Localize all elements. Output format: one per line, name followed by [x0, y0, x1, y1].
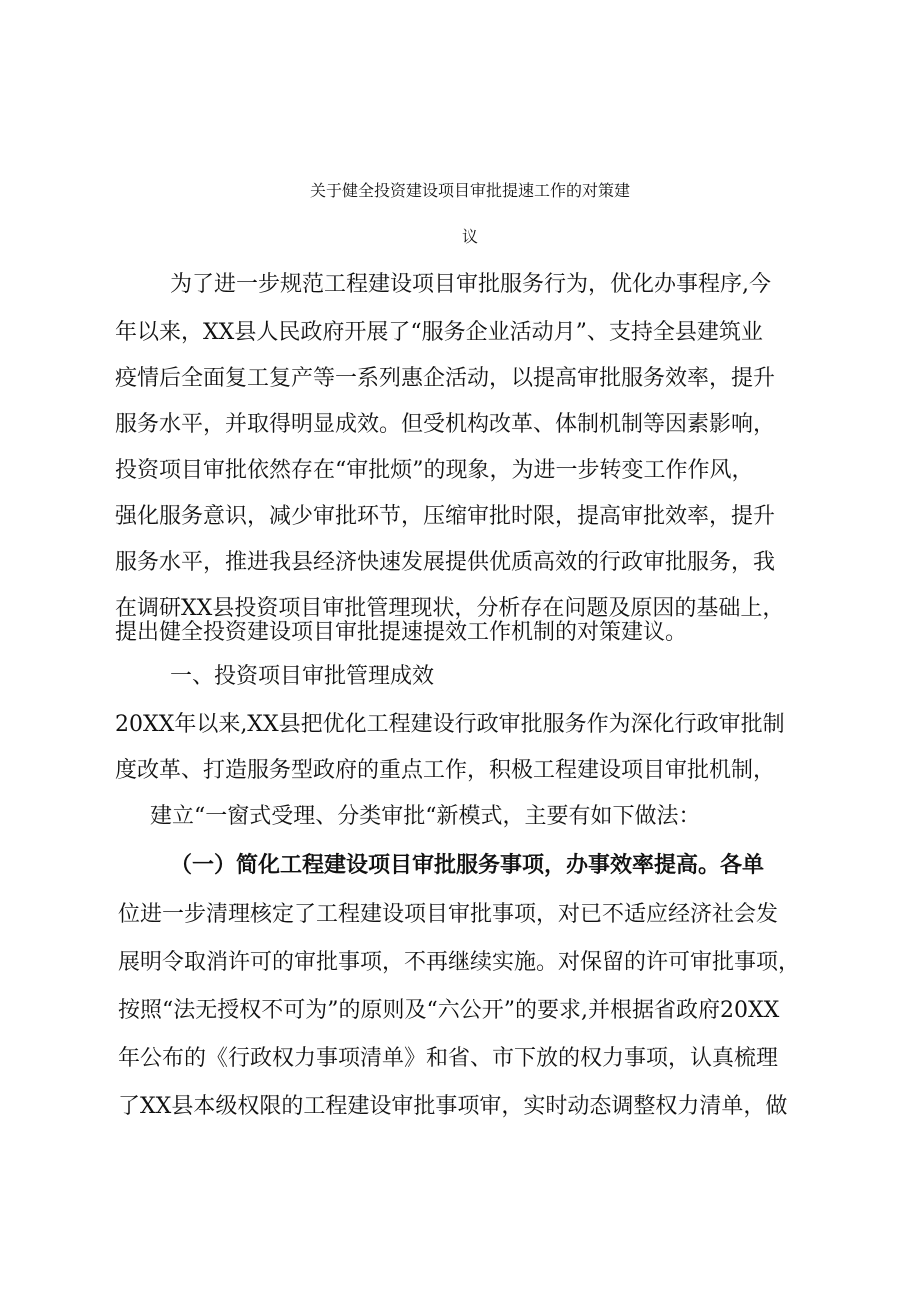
intro-line: 服务水平，推进我县经济快速发展提供优质高效的行政审批服务，我: [115, 550, 776, 575]
subsection-heading: （一）简化工程建设项目审批服务事项，办事效率提高。: [170, 852, 721, 878]
subsection-lead: 各单: [720, 852, 765, 878]
section-line: 20XX年以来,XX县把优化工程建设行政审批服务作为深化行政审批制: [115, 712, 785, 737]
intro-line: 疫情后全面复工复产等一系列惠企活动，以提高审批服务效率，提升: [115, 366, 776, 391]
intro-line: 服务水平，并取得明显成效。但受机构改革、体制机制等因素影响，: [115, 412, 776, 437]
intro-line: 强化服务意识，减少审批环节，压缩审批时限，提高审批效率，提升: [115, 504, 776, 529]
subsection-line: 按照“法无授权不可为”的原则及“六公开”的要求,并根据省政府20XX: [118, 998, 780, 1023]
subsection-line: 了XX县本级权限的工程建设审批事项审，实时动态调整权力清单，做: [118, 1094, 788, 1119]
intro-line: 提出健全投资建设项目审批提速提效工作机制的对策建议。: [115, 620, 688, 645]
subsection-line: 位进一步清理核定了工程建设项目审批事项，对已不适应经济社会发: [118, 902, 779, 927]
subsection-line: 年公布的《行政权力事项清单》和省、市下放的权力事项，认真梳理: [118, 1046, 779, 1071]
intro-line: 在调研XX县投资项目审批管理现状，分析存在问题及原因的基础上，: [115, 596, 785, 621]
intro-line: 为了进一步规范工程建设项目审批服务行为，优化办事程序,今: [170, 272, 771, 297]
title-line-1: 关于健全投资建设项目审批提速工作的对策建: [309, 181, 630, 200]
section-line: 度改革、打造服务型政府的重点工作，积极工程建设项目审批机制，: [115, 758, 776, 783]
intro-line: 年以来，XX县人民政府开展了“服务企业活动月”、支持全县建筑业: [115, 320, 763, 345]
intro-line: 投资项目审批依然存在“审批烦”的现象，为进一步转变工作作风，: [115, 458, 754, 483]
subsection-line: 展明令取消许可的审批事项，不再继续实施。对保留的许可审批事项，: [118, 950, 801, 975]
subsection-heading-line: [170, 850, 764, 881]
section-line: 建立“一窗式受理、分类审批“新模式，主要有如下做法：: [150, 804, 701, 829]
document-title: [120, 168, 820, 260]
title-line-2: 议: [461, 227, 478, 246]
section-heading: 一、投资项目审批管理成效: [170, 664, 435, 689]
